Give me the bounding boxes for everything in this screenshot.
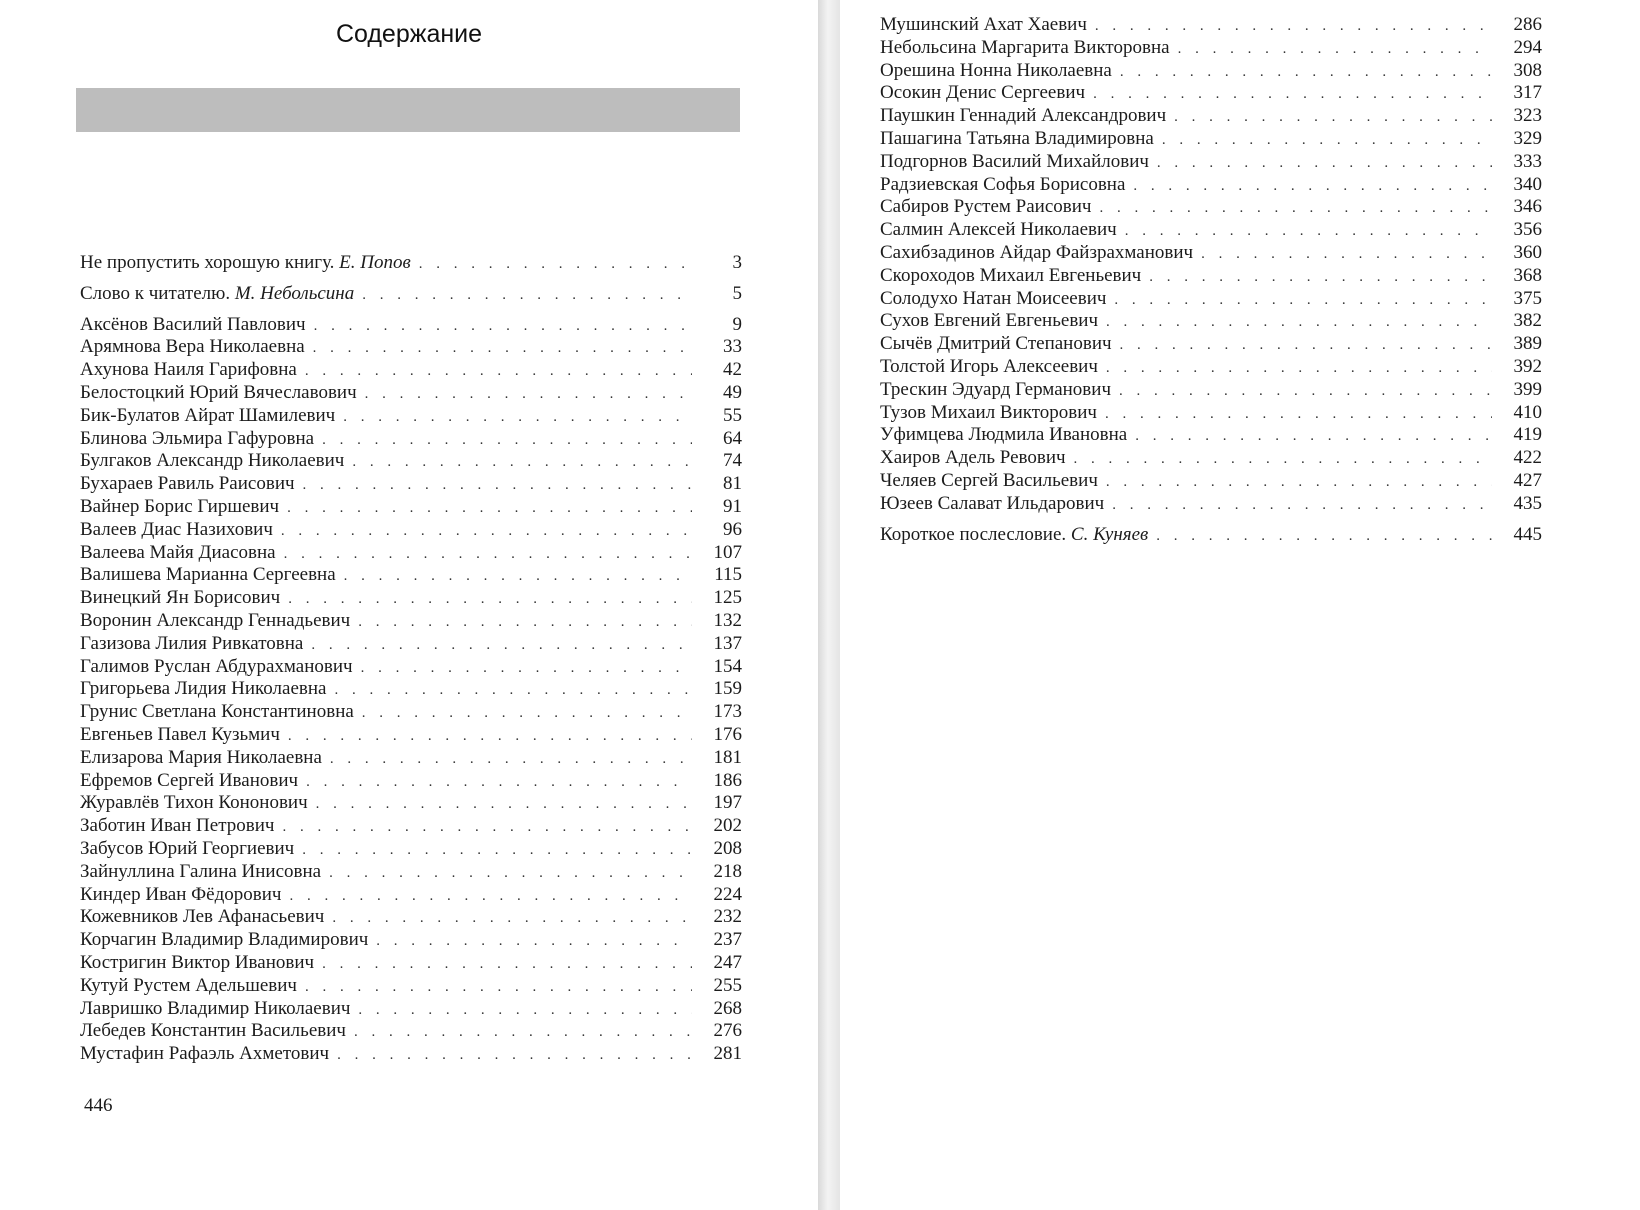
entry-page: 42 (723, 359, 742, 381)
toc-entry[interactable] (80, 519, 742, 542)
entry-page: 125 (713, 587, 742, 609)
toc-entry[interactable] (80, 929, 742, 952)
entry-name: Евгеньев Павел Кузьмич (80, 723, 280, 745)
leader-dots (1074, 448, 1492, 471)
leader-dots (322, 953, 692, 976)
entry-page: 91 (723, 495, 742, 517)
entry-page: 186 (713, 769, 742, 791)
toc-entry[interactable] (880, 37, 1542, 60)
toc-entry[interactable] (80, 770, 742, 793)
entry-name: Григорьева Лидия Николаевна (80, 678, 327, 700)
entry-page: 435 (1513, 492, 1542, 514)
toc-entry[interactable] (80, 724, 742, 747)
entry-name: Винецкий Ян Борисович (80, 587, 281, 609)
leader-dots (1106, 471, 1492, 494)
toc-entry[interactable] (80, 815, 742, 838)
entry-name: Зайнуллина Галина Инисовна (80, 860, 322, 882)
toc-entry[interactable] (80, 701, 742, 724)
toc-entry[interactable] (80, 975, 742, 998)
entry-name: Кутуй Рустем Адельшевич (80, 974, 297, 996)
leader-dots (419, 253, 692, 276)
entry-name: Уфимцева Людмила Ивановна (880, 424, 1128, 446)
entry-author: М. Небольсина (234, 282, 355, 304)
leader-dots (1133, 175, 1492, 198)
entry-page: 346 (1513, 196, 1542, 218)
entry-name: Орешина Нонна Николаевна (880, 59, 1112, 81)
entry-page: 382 (1513, 310, 1542, 332)
toc-entry[interactable] (80, 405, 742, 428)
toc-entry[interactable] (880, 14, 1542, 37)
entry-name: Скороходов Михаил Евгеньевич (880, 264, 1142, 286)
entry-name: Елизарова Мария Николаевна (80, 746, 322, 768)
entry-name: Вайнер Борис Гиршевич (80, 495, 280, 517)
entry-name: Забусов Юрий Георгиевич (80, 837, 295, 859)
toc-entry[interactable] (80, 610, 742, 633)
leader-dots (284, 543, 692, 566)
entry-name: Юзеев Салават Ильдарович (880, 492, 1105, 514)
entry-page: 392 (1513, 355, 1542, 377)
entry-name: Хаиров Адель Ревович (880, 447, 1066, 469)
entry-page: 49 (723, 381, 742, 403)
leader-dots (1099, 197, 1492, 220)
leader-dots (334, 679, 692, 702)
entry-page: 9 (732, 313, 742, 335)
entry-page: 55 (723, 404, 742, 426)
toc-entry[interactable] (80, 1020, 742, 1043)
entry-title: Не пропустить хорошую книгу. (80, 252, 335, 273)
leader-dots (1162, 129, 1492, 152)
leader-dots (362, 284, 692, 307)
leader-dots (1174, 106, 1492, 129)
entry-page: 107 (713, 541, 742, 563)
entry-page: 281 (713, 1043, 742, 1065)
entry-name: Подгорнов Василий Михайлович (880, 150, 1149, 172)
leader-dots (1106, 311, 1492, 334)
leader-dots (313, 337, 692, 360)
toc-entry[interactable] (80, 564, 742, 587)
entry-page: 427 (1513, 469, 1542, 491)
entry-page: 276 (713, 1020, 742, 1042)
leader-dots (352, 451, 692, 474)
entry-name: Аксёнов Василий Павлович (80, 313, 306, 335)
entry-page: 159 (713, 678, 742, 700)
leader-dots (281, 520, 692, 543)
leader-dots (322, 429, 692, 452)
entry-name: Белостоцкий Юрий Вячеславович (80, 381, 357, 403)
entry-page: 181 (713, 746, 742, 768)
entry-name: Осокин Денис Сергеевич (880, 82, 1086, 104)
leader-dots (314, 315, 692, 338)
entry-name: Сабиров Рустем Раисович (880, 196, 1092, 218)
toc-entry[interactable] (80, 998, 742, 1021)
leader-dots (302, 839, 692, 862)
toc-entry[interactable] (880, 333, 1542, 356)
toc-entry[interactable] (80, 587, 742, 610)
entry-name: Валишева Марианна Сергеевна (80, 564, 336, 586)
entry-name: Лебедев Константин Васильевич (80, 1020, 346, 1042)
entry-page: 208 (713, 837, 742, 859)
entry-name: Журавлёв Тихон Кононович (80, 792, 308, 814)
toc-entry[interactable] (880, 60, 1542, 83)
leader-dots (344, 565, 692, 588)
entry-name: Ефремов Сергей Иванович (80, 769, 299, 791)
toc-entry[interactable] (80, 283, 742, 306)
toc-entry[interactable] (80, 428, 742, 451)
entry-name: Сычёв Дмитрий Степанович (880, 333, 1112, 355)
entry-author: С. Куняев (1070, 523, 1149, 545)
entry-page: 308 (1513, 59, 1542, 81)
book-gutter (818, 0, 840, 1210)
entry-name: Валеев Диас Назихович (80, 518, 273, 540)
leader-dots (288, 588, 692, 611)
leader-dots (329, 862, 692, 885)
entry-page: 317 (1513, 82, 1542, 104)
entry-title: Слово к читателю. (80, 282, 231, 304)
entry-page: 445 (1513, 523, 1542, 545)
entry-page: 255 (713, 974, 742, 996)
page-heading: Содержание (335, 20, 483, 48)
entry-page: 232 (713, 906, 742, 928)
entry-page: 74 (723, 450, 742, 472)
entry-name: Небольсина Маргарита Викторовна (880, 36, 1170, 58)
entry-page: 422 (1513, 447, 1542, 469)
entry-page: 247 (713, 951, 742, 973)
entry-name: Толстой Игорь Алексеевич (880, 355, 1098, 377)
entry-name: Газизова Лилия Ривкатовна (80, 632, 304, 654)
entry-name: Трескин Эдуард Германович (880, 378, 1111, 400)
entry-title: Короткое послесловие. (880, 523, 1067, 545)
right-page (840, 0, 1640, 1210)
toc-entry[interactable] (80, 496, 742, 519)
toc-entry[interactable] (880, 288, 1542, 311)
entry-page: 268 (713, 997, 742, 1019)
toc-entry[interactable] (880, 242, 1542, 265)
entry-name: Сахибзадинов Айдар Файзрахманович (880, 241, 1194, 263)
leader-dots (337, 1044, 692, 1067)
entry-page: 224 (713, 883, 742, 905)
toc-entry[interactable] (880, 447, 1542, 470)
leader-dots (1105, 403, 1492, 426)
leader-dots (1095, 15, 1492, 38)
entry-name: Бухараев Равиль Раисович (80, 473, 295, 495)
toc-entry[interactable] (80, 542, 742, 565)
toc-entry[interactable] (80, 861, 742, 884)
entry-author: Е. Попов (339, 252, 411, 273)
entry-name: Арямнова Вера Николаевна (80, 336, 305, 358)
leader-dots (362, 702, 692, 725)
leader-dots (305, 360, 692, 383)
entry-page: 340 (1513, 173, 1542, 195)
toc-entry[interactable] (80, 359, 742, 382)
leader-dots (343, 406, 692, 429)
entry-page: 173 (713, 701, 742, 723)
entry-name: Ахунова Наиля Гарифовна (80, 359, 297, 381)
entry-name: Пашагина Татьяна Владимировна (880, 127, 1154, 149)
entry-name: Паушкин Геннадий Александрович (880, 105, 1167, 127)
toc-entry[interactable] (880, 105, 1542, 128)
toc-entry[interactable] (880, 219, 1542, 242)
toc-entry[interactable] (80, 633, 742, 656)
toc-entry[interactable] (880, 310, 1542, 333)
toc-entry[interactable] (80, 747, 742, 770)
leader-dots (306, 771, 692, 794)
entry-name: Сухов Евгений Евгеньевич (880, 310, 1099, 332)
entry-page: 323 (1513, 105, 1542, 127)
leader-dots (1112, 494, 1492, 517)
toc-entry[interactable] (880, 402, 1542, 425)
entry-page: 176 (713, 723, 742, 745)
entry-page: 410 (1513, 401, 1542, 423)
leader-dots (1156, 525, 1492, 548)
leader-dots (1120, 61, 1492, 84)
entry-name: Корчагин Владимир Владимирович (80, 929, 369, 951)
entry-name: Салмин Алексей Николаевич (880, 219, 1117, 241)
entry-name: Солодухо Натан Моисеевич (880, 287, 1107, 309)
leader-dots (1201, 243, 1492, 266)
entry-page: 333 (1513, 150, 1542, 172)
entry-name: Киндер Иван Фёдорович (80, 883, 282, 905)
entry-name: Бик-Булатов Айрат Шамилевич (80, 404, 336, 426)
entry-name: Кожевников Лев Афанасьевич (80, 906, 325, 928)
toc-entry[interactable] (880, 196, 1542, 219)
toc-entry[interactable] (880, 470, 1542, 493)
entry-name: Галимов Руслан Абдурахманович (80, 655, 353, 677)
leader-dots (1119, 380, 1492, 403)
toc-entry[interactable] (80, 314, 742, 337)
leader-dots (358, 999, 692, 1022)
entry-page: 286 (1513, 14, 1542, 35)
leader-dots (316, 793, 692, 816)
entry-page: 360 (1513, 241, 1542, 263)
entry-name: Заботин Иван Петрович (80, 815, 275, 837)
toc-entry[interactable] (80, 838, 742, 861)
entry-name: Воронин Александр Геннадьевич (80, 609, 351, 631)
toc-entry[interactable] (80, 952, 742, 975)
entry-name: Грунис Светлана Константиновна (80, 701, 354, 723)
entry-page: 202 (713, 815, 742, 837)
toc-entry[interactable] (80, 252, 742, 275)
entry-page: 368 (1513, 264, 1542, 286)
entry-page: 33 (723, 336, 742, 358)
leader-dots (1120, 334, 1492, 357)
page-number: 446 (84, 1095, 113, 1116)
entry-page: 3 (732, 252, 742, 273)
leader-dots (330, 748, 692, 771)
leader-dots (1114, 289, 1492, 312)
entry-page: 237 (713, 929, 742, 951)
entry-page: 96 (723, 518, 742, 540)
leader-dots (365, 383, 692, 406)
toc-entry[interactable] (880, 356, 1542, 379)
toc-entry[interactable] (880, 424, 1542, 447)
leader-dots (1106, 357, 1492, 380)
toc-entry[interactable] (880, 151, 1542, 174)
entry-page: 5 (732, 282, 742, 304)
entry-page: 399 (1513, 378, 1542, 400)
leader-dots (1135, 425, 1492, 448)
leader-dots (287, 497, 692, 520)
entry-name: Валеева Майя Диасовна (80, 541, 276, 563)
leader-dots (1157, 152, 1492, 175)
leader-dots (354, 1021, 692, 1044)
toc-entry[interactable] (880, 493, 1542, 516)
toc-entry[interactable] (880, 379, 1542, 402)
entry-name: Булгаков Александр Николаевич (80, 450, 345, 472)
gray-band (76, 88, 740, 132)
entry-page: 137 (713, 632, 742, 654)
toc-entry[interactable] (880, 174, 1542, 197)
entry-page: 375 (1513, 287, 1542, 309)
leader-dots (361, 657, 692, 680)
entry-name: Тузов Михаил Викторович (880, 401, 1097, 423)
entry-page: 356 (1513, 219, 1542, 241)
toc-entry[interactable] (80, 884, 742, 907)
leader-dots (1178, 38, 1492, 61)
entry-page: 64 (723, 427, 742, 449)
toc-entry[interactable] (80, 336, 742, 359)
toc-entry[interactable] (80, 382, 742, 405)
entry-name: Блинова Эльмира Гафуровна (80, 427, 315, 449)
toc-entry[interactable] (80, 1043, 742, 1066)
entry-name: Радзиевская Софья Борисовна (880, 173, 1126, 195)
toc-entry[interactable] (80, 473, 742, 496)
toc-entry[interactable] (80, 906, 742, 929)
entry-page: 197 (713, 792, 742, 814)
toc-entry[interactable] (880, 265, 1542, 288)
leader-dots (1149, 266, 1492, 289)
leader-dots (376, 930, 692, 953)
leader-dots (311, 634, 692, 657)
entry-page: 132 (713, 609, 742, 631)
entry-name: Челяев Сергей Васильевич (880, 469, 1098, 491)
toc-entry[interactable] (880, 82, 1542, 105)
entry-page: 218 (713, 860, 742, 882)
toc-entry[interactable] (80, 678, 742, 701)
entry-page: 81 (723, 473, 742, 495)
entry-page: 294 (1513, 36, 1542, 58)
toc-entry[interactable] (80, 656, 742, 679)
entry-page: 329 (1513, 127, 1542, 149)
entry-name: Костригин Виктор Иванович (80, 951, 315, 973)
toc-right (880, 14, 1542, 546)
toc-entry[interactable] (880, 524, 1542, 547)
entry-page: 154 (713, 655, 742, 677)
entry-page: 115 (714, 564, 742, 586)
entry-name: Лавришко Владимир Николаевич (80, 997, 351, 1019)
entry-page: 419 (1513, 424, 1542, 446)
leader-dots (305, 976, 692, 999)
toc-left (80, 252, 742, 1066)
entry-page: 389 (1513, 333, 1542, 355)
leader-dots (332, 907, 692, 930)
left-page (0, 0, 818, 1210)
entry-name: Мустафин Рафаэль Ахметович (80, 1043, 330, 1065)
leader-dots (282, 816, 692, 839)
leader-dots (1093, 83, 1492, 106)
toc-entry[interactable] (80, 792, 742, 815)
entry-name: Мушинский Ахат Хаевич (880, 14, 1087, 35)
leader-dots (288, 725, 692, 748)
toc-entry[interactable] (880, 128, 1542, 151)
leader-dots (358, 611, 692, 634)
toc-entry[interactable] (80, 450, 742, 473)
leader-dots (1125, 220, 1492, 243)
leader-dots (303, 474, 692, 497)
leader-dots (289, 885, 692, 908)
